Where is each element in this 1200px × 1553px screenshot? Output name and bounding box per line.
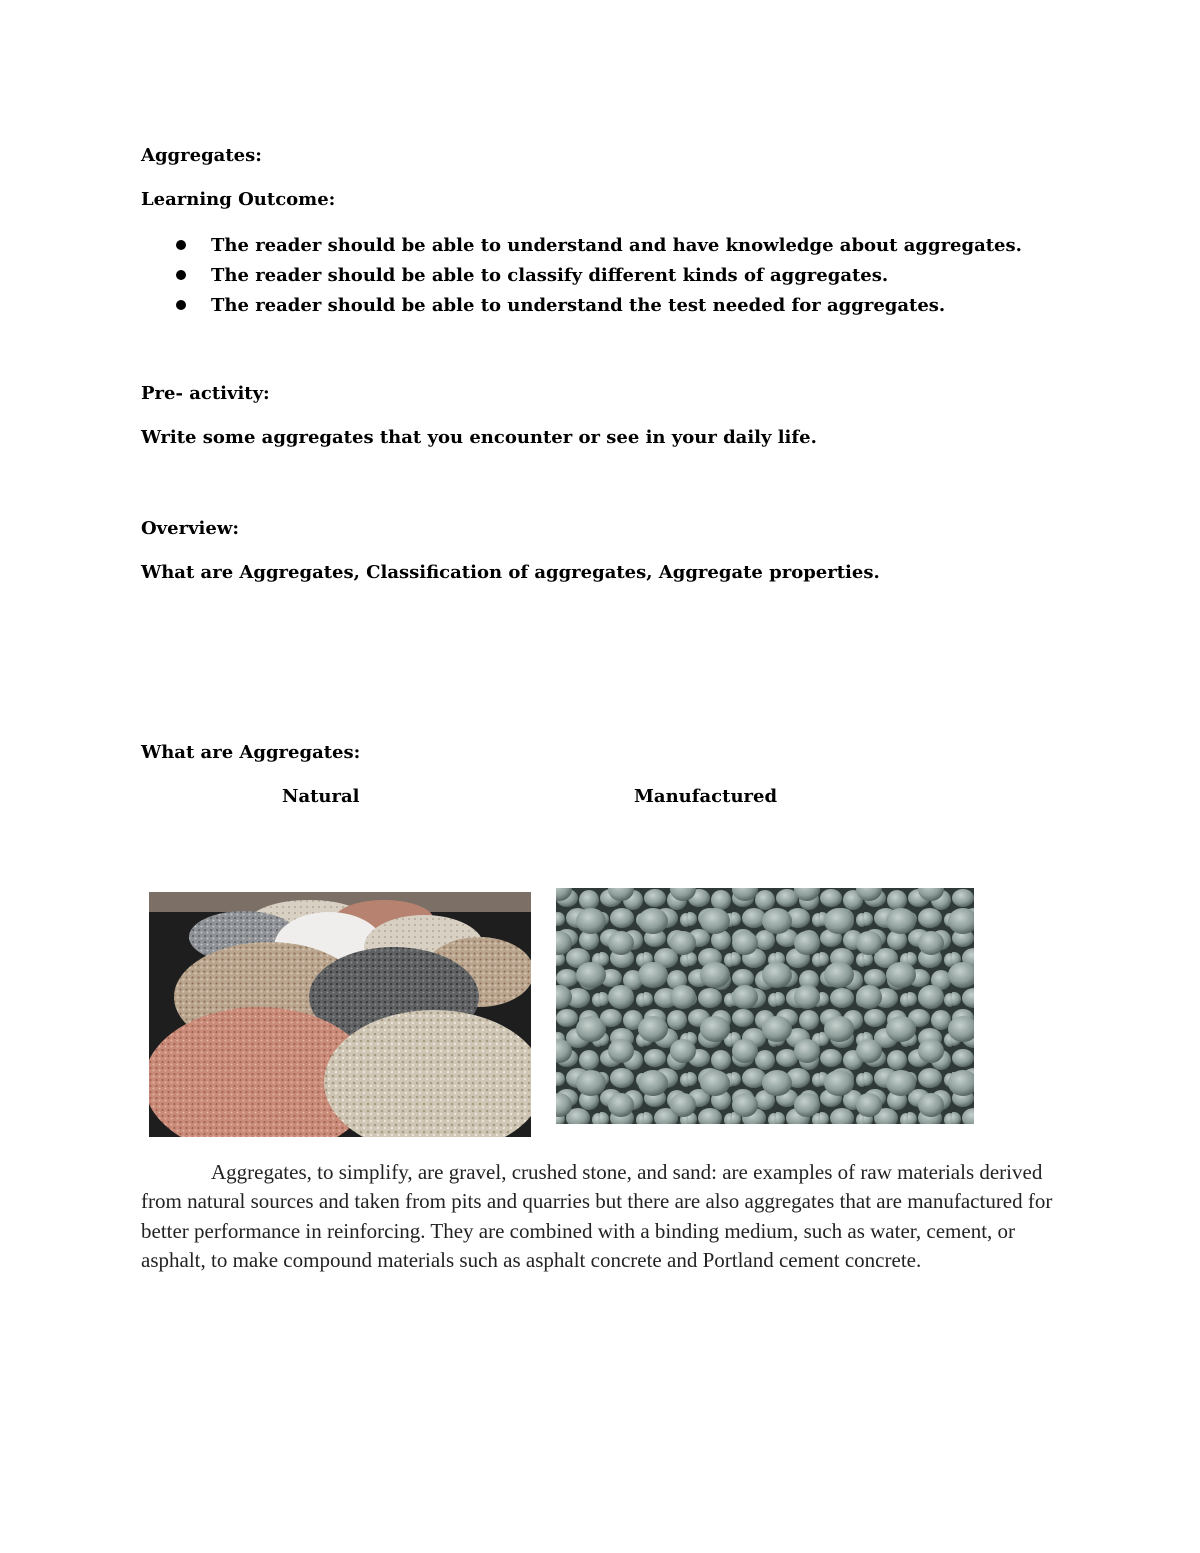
natural-label: Natural	[282, 786, 360, 807]
doc-title: Aggregates:	[141, 145, 262, 166]
bullet-icon	[176, 270, 186, 280]
outcome-text: The reader should be able to classify different kinds of aggregates.	[211, 265, 889, 286]
learning-outcome-heading: Learning Outcome:	[141, 189, 336, 210]
manufactured-label: Manufactured	[634, 786, 778, 807]
paragraph-text: Aggregates, to simplify, are gravel, crushed stone, and sand: are examples of raw materials derived from natural sources and taken from pits and quarries but there are also aggregates that are manufactured for better performance in reinforcing. They are combined with a binding medium, such as water, cement, or asphalt, to make compound materials such as asphalt concrete and Portland cement concrete.	[141, 1160, 1053, 1273]
outcome-text: The reader should be able to understand the test needed for aggregates.	[211, 295, 946, 316]
aggregates-paragraph	[141, 1158, 1061, 1276]
outcome-text: The reader should be able to understand and have knowledge about aggregates.	[211, 235, 1022, 256]
bullet-icon	[176, 240, 186, 250]
pre-activity-heading: Pre- activity:	[141, 383, 270, 404]
overview-heading: Overview:	[141, 518, 239, 539]
list-item	[141, 231, 1022, 261]
learning-outcomes-list	[141, 231, 1022, 321]
pre-activity-text: Write some aggregates that you encounter or see in your daily life.	[141, 427, 817, 448]
manufactured-aggregates-image	[556, 888, 974, 1124]
list-item	[141, 261, 1022, 291]
what-are-aggregates-heading: What are Aggregates:	[141, 742, 361, 763]
bullet-icon	[176, 300, 186, 310]
natural-aggregates-image	[149, 892, 531, 1137]
overview-text: What are Aggregates, Classification of aggregates, Aggregate properties.	[141, 562, 880, 583]
list-item	[141, 291, 1022, 321]
